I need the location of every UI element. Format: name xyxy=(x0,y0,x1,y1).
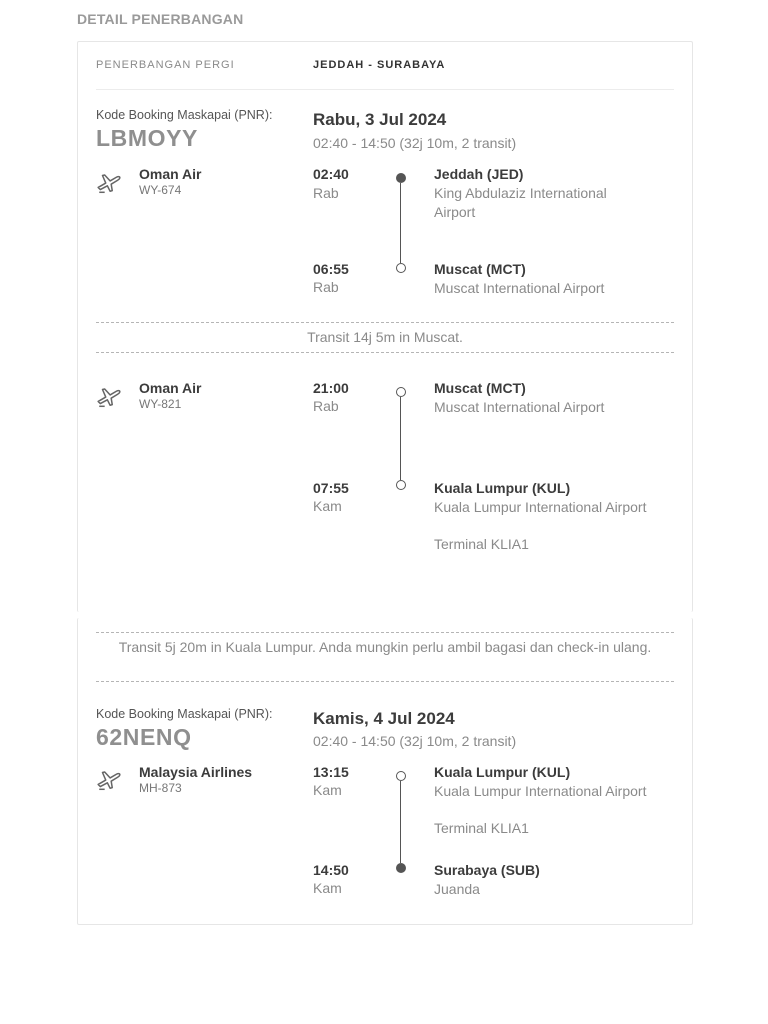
departure-city: Muscat (MCT) xyxy=(434,380,526,396)
arrival-airport: Kuala Lumpur International Airport xyxy=(434,499,647,515)
transit-info: Transit 14j 5m in Muscat. xyxy=(307,329,463,345)
arrival-time: 07:55 xyxy=(313,480,349,496)
dashed-divider xyxy=(96,322,674,323)
arrival-dot-icon xyxy=(396,480,406,490)
timeline-line xyxy=(400,781,401,863)
departure-dot-icon xyxy=(396,771,406,781)
flight-summary: 02:40 - 14:50 (32j 10m, 2 transit) xyxy=(313,733,517,749)
arrival-terminal: Terminal KLIA1 xyxy=(434,536,529,552)
flight-summary: 02:40 - 14:50 (32j 10m, 2 transit) xyxy=(313,135,517,151)
dashed-divider xyxy=(96,681,674,682)
dashed-divider xyxy=(96,632,674,633)
arrival-day: Rab xyxy=(313,279,339,295)
departure-dot-icon xyxy=(396,173,406,183)
airline-name: Oman Air xyxy=(139,380,202,396)
pnr-label: Kode Booking Maskapai (PNR): xyxy=(96,108,273,122)
section-title: DETAIL PENERBANGAN xyxy=(77,11,244,27)
flight-detail-card xyxy=(77,618,693,925)
arrival-time: 06:55 xyxy=(313,261,349,277)
airline-name: Malaysia Airlines xyxy=(139,764,253,780)
route-value: JEDDAH - SURABAYA xyxy=(313,59,446,71)
departure-time: 13:15 xyxy=(313,764,349,780)
departure-time: 21:00 xyxy=(313,380,349,396)
departure-time: 02:40 xyxy=(313,166,349,182)
timeline-line xyxy=(400,397,401,480)
dashed-divider xyxy=(96,352,674,353)
arrival-day: Kam xyxy=(313,880,342,896)
plane-icon xyxy=(96,766,122,792)
departure-airport: Kuala Lumpur International Airport xyxy=(434,783,647,799)
arrival-city: Surabaya (SUB) xyxy=(434,862,540,878)
departure-day: Kam xyxy=(313,782,342,798)
arrival-day: Kam xyxy=(313,498,342,514)
timeline-line xyxy=(400,183,401,263)
flight-date: Rabu, 3 Jul 2024 xyxy=(313,110,447,129)
departure-airport: King Abdulaziz International Airport xyxy=(434,185,607,220)
route-label: PENERBANGAN PERGI xyxy=(96,59,235,71)
arrival-time: 14:50 xyxy=(313,862,349,878)
plane-icon xyxy=(96,383,122,409)
flight-detail-card xyxy=(77,41,693,612)
departure-day: Rab xyxy=(313,185,339,201)
pnr-code: LBMOYY xyxy=(96,125,198,151)
departure-terminal: Terminal KLIA1 xyxy=(434,820,529,836)
departure-day: Rab xyxy=(313,398,339,414)
airline-name: Oman Air xyxy=(139,166,202,182)
departure-airport: Muscat International Airport xyxy=(434,399,605,415)
departure-city: Jeddah (JED) xyxy=(434,166,524,182)
arrival-dot-icon xyxy=(396,263,406,273)
divider xyxy=(96,89,674,90)
arrival-airport: Muscat International Airport xyxy=(434,280,605,296)
arrival-city: Muscat (MCT) xyxy=(434,261,526,277)
flight-number: MH-873 xyxy=(139,781,182,795)
arrival-dot-icon xyxy=(396,863,406,873)
plane-icon xyxy=(96,169,122,195)
pnr-label: Kode Booking Maskapai (PNR): xyxy=(96,707,273,721)
flight-number: WY-821 xyxy=(139,397,182,411)
arrival-airport: Juanda xyxy=(434,881,480,897)
transit-info: Transit 5j 20m in Kuala Lumpur. Anda mungkin perlu ambil bagasi dan check-in ulang. xyxy=(118,639,652,655)
flight-date: Kamis, 4 Jul 2024 xyxy=(313,709,455,728)
arrival-city: Kuala Lumpur (KUL) xyxy=(434,480,571,496)
departure-dot-icon xyxy=(396,387,406,397)
departure-city: Kuala Lumpur (KUL) xyxy=(434,764,571,780)
pnr-code: 62NENQ xyxy=(96,724,192,750)
flight-number: WY-674 xyxy=(139,183,182,197)
